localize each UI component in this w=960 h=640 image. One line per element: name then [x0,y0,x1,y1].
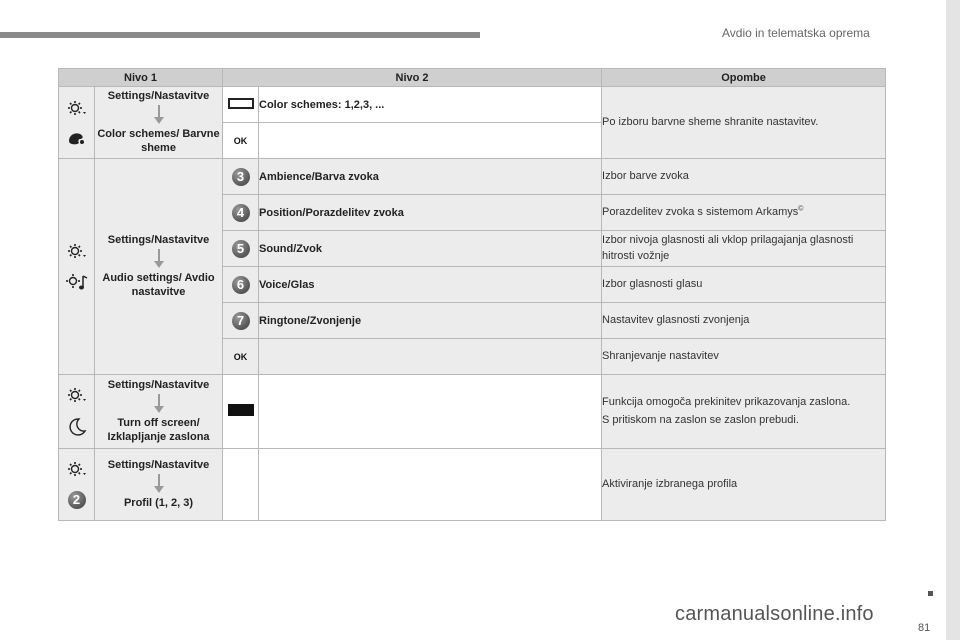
table-header-row [59,69,886,87]
icon-cell [223,87,259,123]
white-rect-icon [228,98,254,109]
note-cell: Shranjevanje nastavitev [602,339,886,375]
menu-path-top: Settings/Nastavitve [107,89,210,102]
menu-path-cell [95,375,223,449]
copyright-mark: © [798,205,804,213]
note-line: Funkcija omogoča prekinitev prikazovanja zaslona. [602,396,851,409]
menu-path-bottom: Color schemes/ Barvne sheme [97,127,220,155]
number-badge-icon: 5 [232,240,250,258]
menu-path-cell [95,449,223,521]
menu-path-bottom: Turn off screen/ Izklapljanje zaslona [107,416,210,444]
icon-cell [59,449,95,521]
menu-path-bottom: Profil (1, 2, 3) [123,497,194,509]
icon-cell [59,87,95,159]
level2-label: Voice/Glas [259,267,602,303]
settings-icon [67,461,87,477]
arrow-down-icon [152,105,166,125]
menu-path-bottom: Audio settings/ Avdio nastavitve [102,271,215,299]
icon-cell [59,159,95,375]
moon-icon [67,417,87,437]
number-badge-icon: 6 [232,276,250,294]
note-cell [602,375,886,449]
note-cell: Po izboru barvne sheme shranite nastavitev. [602,87,886,159]
icon-cell [59,375,95,449]
note-cell: Izbor nivoja glasnosti ali vklop prilagajanja glasnosti hitrosti vožnje [602,231,886,267]
palette-icon [67,130,87,146]
audio-settings-icon [66,273,88,291]
level2-label [259,339,602,375]
menu-path-top: Settings/Nastavitve [107,459,210,472]
settings-table [58,68,886,521]
number-badge-icon: 3 [232,168,250,186]
level2-label: Sound/Zvok [259,231,602,267]
table-row [59,87,886,123]
number-badge-icon: 7 [232,312,250,330]
number-cell [223,303,259,339]
menu-path-top: Settings/Nastavitve [107,378,210,391]
level2-label [259,123,602,159]
number-badge-icon: 2 [68,491,86,509]
table-row [59,449,886,521]
icon-cell [223,375,259,449]
level2-empty [259,449,602,521]
menu-path-top: Settings/Nastavitve [107,233,210,246]
note-line: S pritiskom na zaslon se zaslon prebudi. [602,413,799,426]
ok-label: OK [233,351,248,362]
number-cell [223,159,259,195]
menu-path-cell [95,87,223,159]
level2-label: Color schemes: 1,2,3, ... [259,87,602,123]
level2-empty [259,375,602,449]
page-dot [928,591,933,596]
ok-label: OK [233,135,248,146]
level2-label: Position/Porazdelitev zvoka [259,195,602,231]
note-cell: Izbor barve zvoka [602,159,886,195]
table-row [59,375,886,449]
side-strip [946,0,960,640]
note-text: Porazdelitev zvoka s sistemom Arkamys [602,205,799,218]
watermark: carmanualsonline.info [675,603,874,625]
page-number: 81 [918,622,931,634]
empty-cell [223,449,259,521]
level2-label: Ambience/Barva zvoka [259,159,602,195]
arrow-down-icon [152,394,166,414]
note-cell: Nastavitev glasnosti zvonjenja [602,303,886,339]
note-cell: Aktiviranje izbranega profila [602,449,886,521]
number-badge-icon: 4 [232,204,250,222]
col-header-level2: Nivo 2 [223,69,602,87]
settings-icon [67,100,87,116]
col-header-level1: Nivo 1 [59,69,223,87]
page-header-title: Avdio in telematska oprema [722,26,870,40]
col-header-notes: Opombe [602,69,886,87]
settings-icon [67,243,87,259]
table-row [59,159,886,195]
ok-cell [223,123,259,159]
top-rule [0,32,480,38]
number-cell [223,231,259,267]
number-cell [223,267,259,303]
settings-icon [67,387,87,403]
note-cell: Izbor glasnosti glasu [602,267,886,303]
menu-path-cell [95,159,223,375]
number-cell [223,195,259,231]
arrow-down-icon [152,249,166,269]
ok-cell [223,339,259,375]
black-screen-icon [228,404,254,416]
note-cell [602,195,886,231]
level2-label: Ringtone/Zvonjenje [259,303,602,339]
arrow-down-icon [152,474,166,494]
